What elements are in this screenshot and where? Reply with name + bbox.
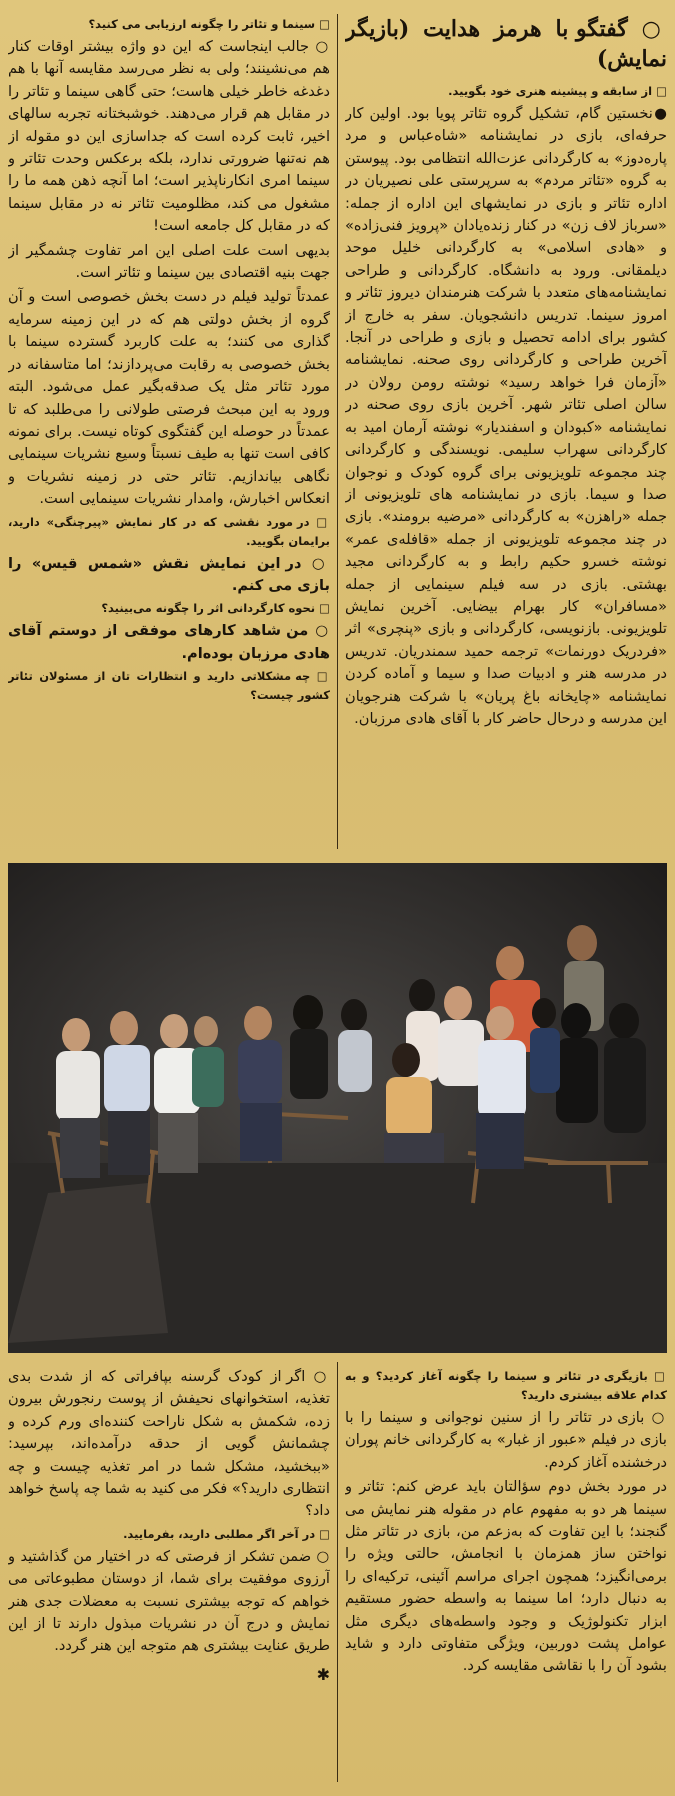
column-divider-bottom (337, 1362, 338, 1782)
interview-column-left-bottom (8, 1366, 330, 1786)
circle-bullet-icon: ○ (308, 622, 330, 640)
square-bullet-icon: □ (310, 669, 330, 684)
square-bullet-icon: □ (315, 1526, 330, 1541)
question-background: □ از سابقه و پیشینه هنری خود بگویید. (448, 84, 667, 98)
question-acting-start: □ بازیگری در تئاتر و سینما را چگونه آغاز کردید؟ و به کدام علاقه بیشتری دارید؟ (345, 1369, 667, 1402)
circle-bullet-icon: ○ (305, 1368, 330, 1385)
column-divider-top (337, 14, 338, 849)
answer-role: ○ در این نمایش نقش «شمس قیس» را بازی می کنم. (8, 554, 330, 594)
paragraph-economy: بدیهی است علت اصلی این امر تفاوت چشمگیر از جهت بنیه اقتصادی بین سینما و تئاتر است. (8, 241, 330, 282)
answer-direction: ○ من شاهد کارهای موفقی از دوستم آقای هادی مرزبان بوده‌ام. (8, 622, 330, 662)
paragraph-comparison: در مورد بخش دوم سؤالتان باید عرض کنم: تئاتر و سینما هر دو به مفهوم عام در مقوله هنر نمایش می گنجند؛ با این تفاوت که به‌زعم من، بازی در تئاتر مثل نواختن ساز همزمان با انجامش، حالتی ویژه را برمی‌انگیزد؛ همچون اجرای مراسم آئینی، ترکیه‌ای را به دنبال دارد؛ اما سینما به واسطه حضور مستقیم ابزار تکنولوژیک و وجود واسطه‌های دیگری مثل عوامل پشت دوربین، ویژگی متفاوتی دارد و شاید بشود آن را با نقاشی مقایسه کرد. (345, 1478, 667, 1675)
circle-bullet-icon: ○ (301, 554, 330, 572)
circle-bullet-icon: ○ (627, 16, 667, 42)
answer-background: ●نخستین گام، تشکیل گروه تئاتر پویا بود. اولین کار حرفه‌ای، بازی در نمایشنامه «شاه‌عباس و مرد پاره‌دوز» به کارگردانی عزت‌الله انتظامی بود. پیوستن به گروه «تئاتر مردم» به سرپرستی علی نصیریان در اداره تئاتر و بازی در نمایشهای این اداره از جمله: «سرباز لاف زن» در کنار زنده‌یادان «پرویز فنی‌زاده» و «هادی اسلامی» به کارگردانی خلیل موحد دیلمقانی. ورود به دانشگاه. کارگردانی و طراحی نمایشنامه‌های متعدد با شرکت هنرمندان دیروز تئاتر و امروز سینما. تدریس دانشجویان. سفر به خارج از کشور برای ادامه تحصیل و بازی و طراحی در آنجا. آخرین طراحی و کارگردانی روی صحنه. نمایشنامه «آزمان فرا خواهد رسید» نوشته رومن رولان در سالن اصلی تئاتر شهر. آخرین بازی روی صحنه در نمایشنامه «کبودان و اسفندیار» نوشته آرمان امید به کارگردانی سهراب سلیمی. نویسندگی و کارگردانی چند مجموعه تلویزیونی برای گروه کودک و نوجوان صدا و سیما. بازی در نمایشنامه های تلویزیونی از جمله «راهزن» به کارگردانی «مرضیه برومند». بازی در چند مجموعه تلویزیونی از جمله «قافله‌ی عمر» نوشته خسرو حکیم رابط و به کارگردانی مجید بهشتی. بازی در سه فیلم سینمایی از جمله «مسافران» کار بهرام بیضایی. آخرین نمایش تلویزیونی. بازنویسی، کارگردانی و بازی «پنچری» اثر «فردریک دورنمات» ترجمه حمید سمندریان. تدریس در مدرسه هنر و ادبیات صدا و سیما و آماده کردن نمایشنامه «چایخانه باغ پریان» با شرکت هنرجویان این مدرسه و درحال حاضر کار با آقای هادی مرزبان. (345, 105, 667, 727)
answer-problems: ○ اگر از کودک گرسنه بپافراتی که از شدت بدی تغذیه، استخوانهای نحیفش از پوست رنجورش بیرون زده، شکمش به شکل ناراحت کننده‌ای ورم کرده و چشمانش گویی از حدقه درآمده‌اند، بپرسید: «ببخشید، مشکل شما در امر تغذیه چیست و چه انتظاری دارید؟» فکر می کنید به شما چه پاسخ خواهد داد؟ (8, 1368, 330, 1520)
square-bullet-icon: □ (315, 601, 330, 616)
article-title: ○ گفتگو با هرمز هدایت (بازیگر نمایش) (345, 16, 667, 72)
square-bullet-icon: □ (315, 17, 330, 31)
square-bullet-icon: □ (652, 84, 667, 98)
answer-final: ○ ضمن تشکر از فرصتی که در اختیار من گذاشتید و آرزوی موفقیت برای شما، از دوستان مطبوعاتی می خواهم که توجه بیشتری نسبت به معضلات جدی هنر نمایش و درج آن در نشریات مبذول دارند تا از این طریق عنایت بیشتری هم متوجه این هنر گردد. (8, 1547, 330, 1655)
question-role: □ در مورد نقشی که در کار نمایش «پیرچنگی» دارید، برایمان بگویید. (8, 514, 330, 548)
interview-column-left-top (8, 14, 330, 854)
paragraph-production: عمدتاً تولید فیلم در دست بخش خصوصی است و آن گروه از بخش دولتی هم که در این زمینه سرمایه گذاری می کنند؛ به علت کاربرد گسترده سینما با بخش خصوصی به رقابت می‌پردازند؛ اما متاسفانه در مورد تئاتر مثل یک صدقه‌بگیر عمل می‌شود. البته ورود به این مبحث فرصتی طولانی را می‌طلبد که تا عمدتاً در حوصله این گفتگوی کوتاه نیست. برای نمونه کافی است تنها به طیف نسبتاً وسیع نشریات سینمایی نگاهی بیاندازیم. تئاتر حتی در زمینه نشریات و انعکاس اخبارش، وامدار نشریات سینمایی است. (8, 288, 330, 508)
question-cinema-theatre: □ سینما و تئاتر را چگونه ارزیابی می کنید؟ (88, 17, 330, 31)
question-direction: □ نحوه کارگردانی اثر را چگونه می‌بینید؟ (101, 601, 330, 616)
answer-acting-start: ○ بازی در تئاتر را از سنین نوجوانی و سینما را با بازی در فیلم «عبور از غبار» به کارگردانی خانم پوران درخشنده آغاز کردم. (345, 1409, 667, 1471)
circle-bullet-icon: ○ (311, 1547, 330, 1565)
rehearsal-photo (8, 863, 667, 1353)
end-mark-icon: ✱ (316, 1664, 330, 1684)
interview-column-right-top (345, 14, 667, 854)
circle-bullet-icon: ○ (309, 38, 330, 55)
question-problems: □ چه مشکلاتی دارید و انتظارات تان از مسئولان تئاتر کشور چیست؟ (8, 669, 330, 703)
answer-cinema-theatre: ○ جالب اینجاست که این دو واژه بیشتر اوقات کنار هم می‌نشینند؛ ولی به نظر می‌رسد مقایسه آنها با هم دغدغه خاطر خیلی هاست؛ حتی گاهی سینما و تئاتر را در مقابل هم قرار می‌دهند. خوشبختانه تجربه سالهای اخیر، ثابت کرده است که جداسازی این دو مقوله از هم نه‌تنها ضرورتی ندارد، بلکه برعکس وحدت تئاتر و سینما امری انکارناپذیر است؛ اما آنچه ذهن همه ما را مشغول می کند، مظلومیت تئاتر نه در مقابل سینما که در مقابل کل جامعه است! (8, 38, 330, 235)
square-bullet-icon: □ (647, 1369, 667, 1383)
question-final: □ در آخر اگر مطلبی دارید، بفرمایید. (123, 1526, 330, 1541)
interview-column-right-bottom (345, 1366, 667, 1786)
circle-bullet-icon: ○ (644, 1409, 667, 1426)
square-bullet-icon: □ (309, 514, 330, 529)
